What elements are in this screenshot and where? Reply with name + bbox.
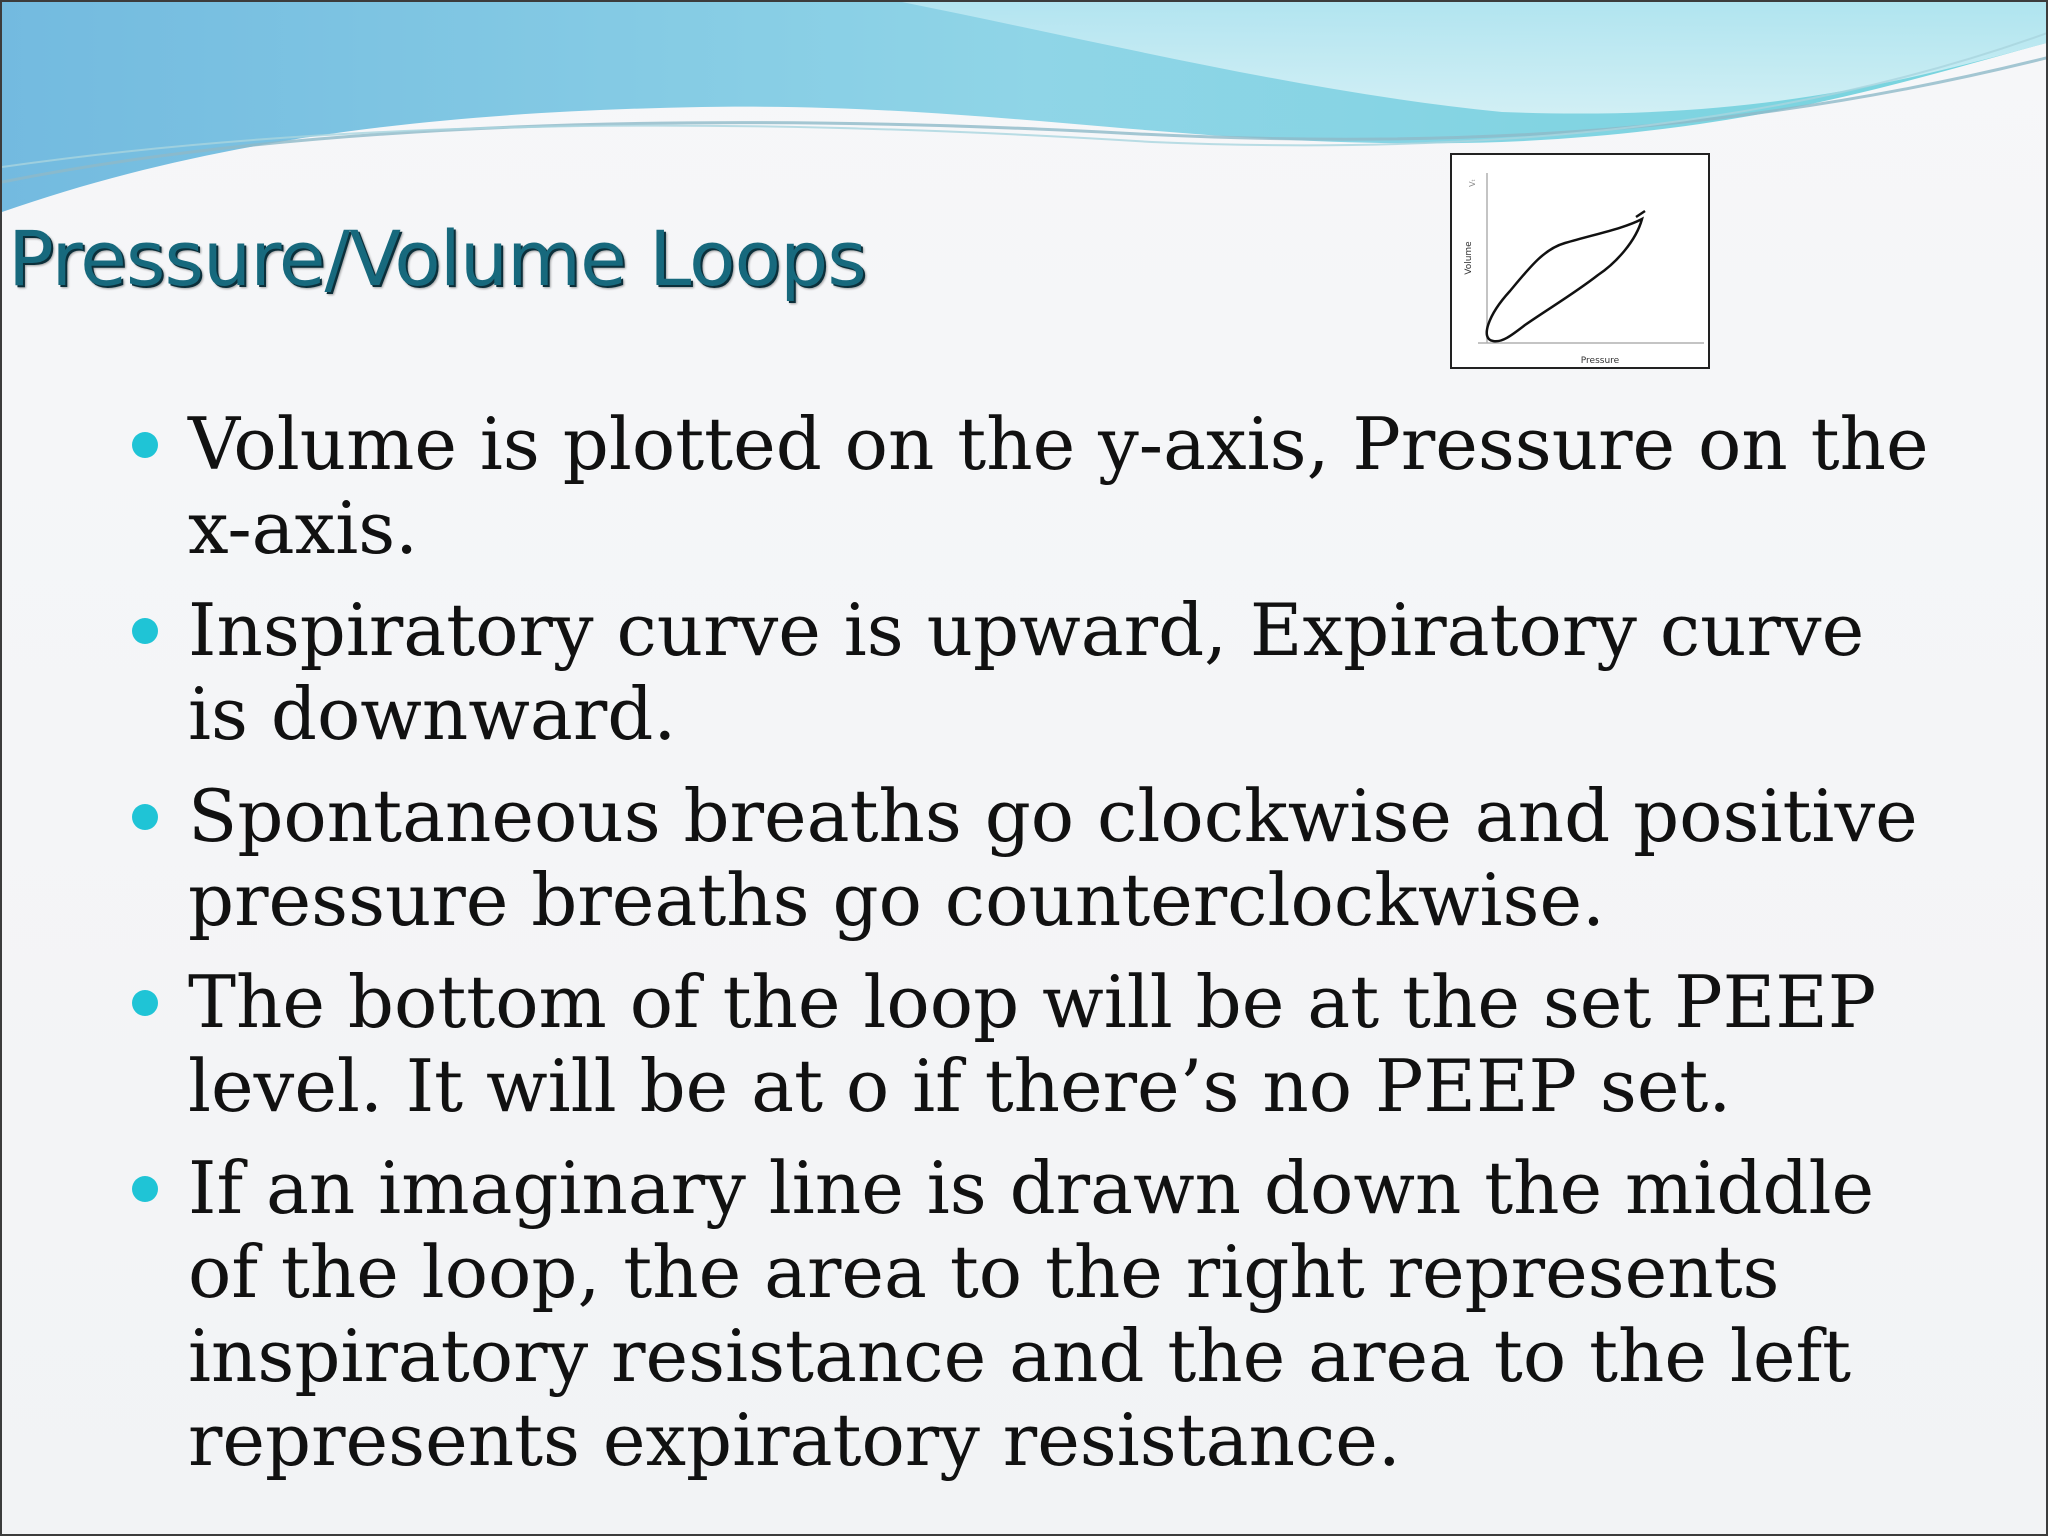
bullet-item (132, 402, 1932, 570)
bullet-dot-icon (132, 1176, 158, 1202)
bullet-item (132, 588, 1932, 756)
thumb-corner-label: Vₜ (1468, 179, 1477, 187)
bullet-list (132, 402, 1932, 1500)
thumb-ylabel: Volume (1464, 241, 1474, 275)
bullet-text: Volume is plotted on the y-axis, Pressure on the x-axis. (188, 402, 1929, 570)
bullet-dot-icon (132, 618, 158, 644)
bullet-dot-icon (132, 432, 158, 458)
bullet-item (132, 774, 1932, 942)
bullet-text: If an imaginary line is drawn down the middle of the loop, the area to the right represents inspiratory resistance and the area to the left represents expiratory resistance. (188, 1146, 1875, 1482)
bullet-text: The bottom of the loop will be at the set PEEP level. It will be at o if there’s no PEEP set. (188, 960, 1877, 1128)
header-wave-decoration (2, 2, 2048, 242)
slide-title: Pressure/Volume Loops (8, 214, 866, 303)
bullet-text: Spontaneous breaths go clockwise and positive pressure breaths go counterclockwise. (188, 774, 1918, 942)
bullet-dot-icon (132, 804, 158, 830)
bullet-item (132, 960, 1932, 1128)
bullet-text: Inspiratory curve is upward, Expiratory curve is downward. (188, 588, 1865, 756)
pressure-volume-loop-thumbnail (1450, 153, 1710, 369)
thumb-xlabel: Pressure (1580, 356, 1620, 366)
bullet-dot-icon (132, 990, 158, 1016)
bullet-item (132, 1146, 1932, 1482)
